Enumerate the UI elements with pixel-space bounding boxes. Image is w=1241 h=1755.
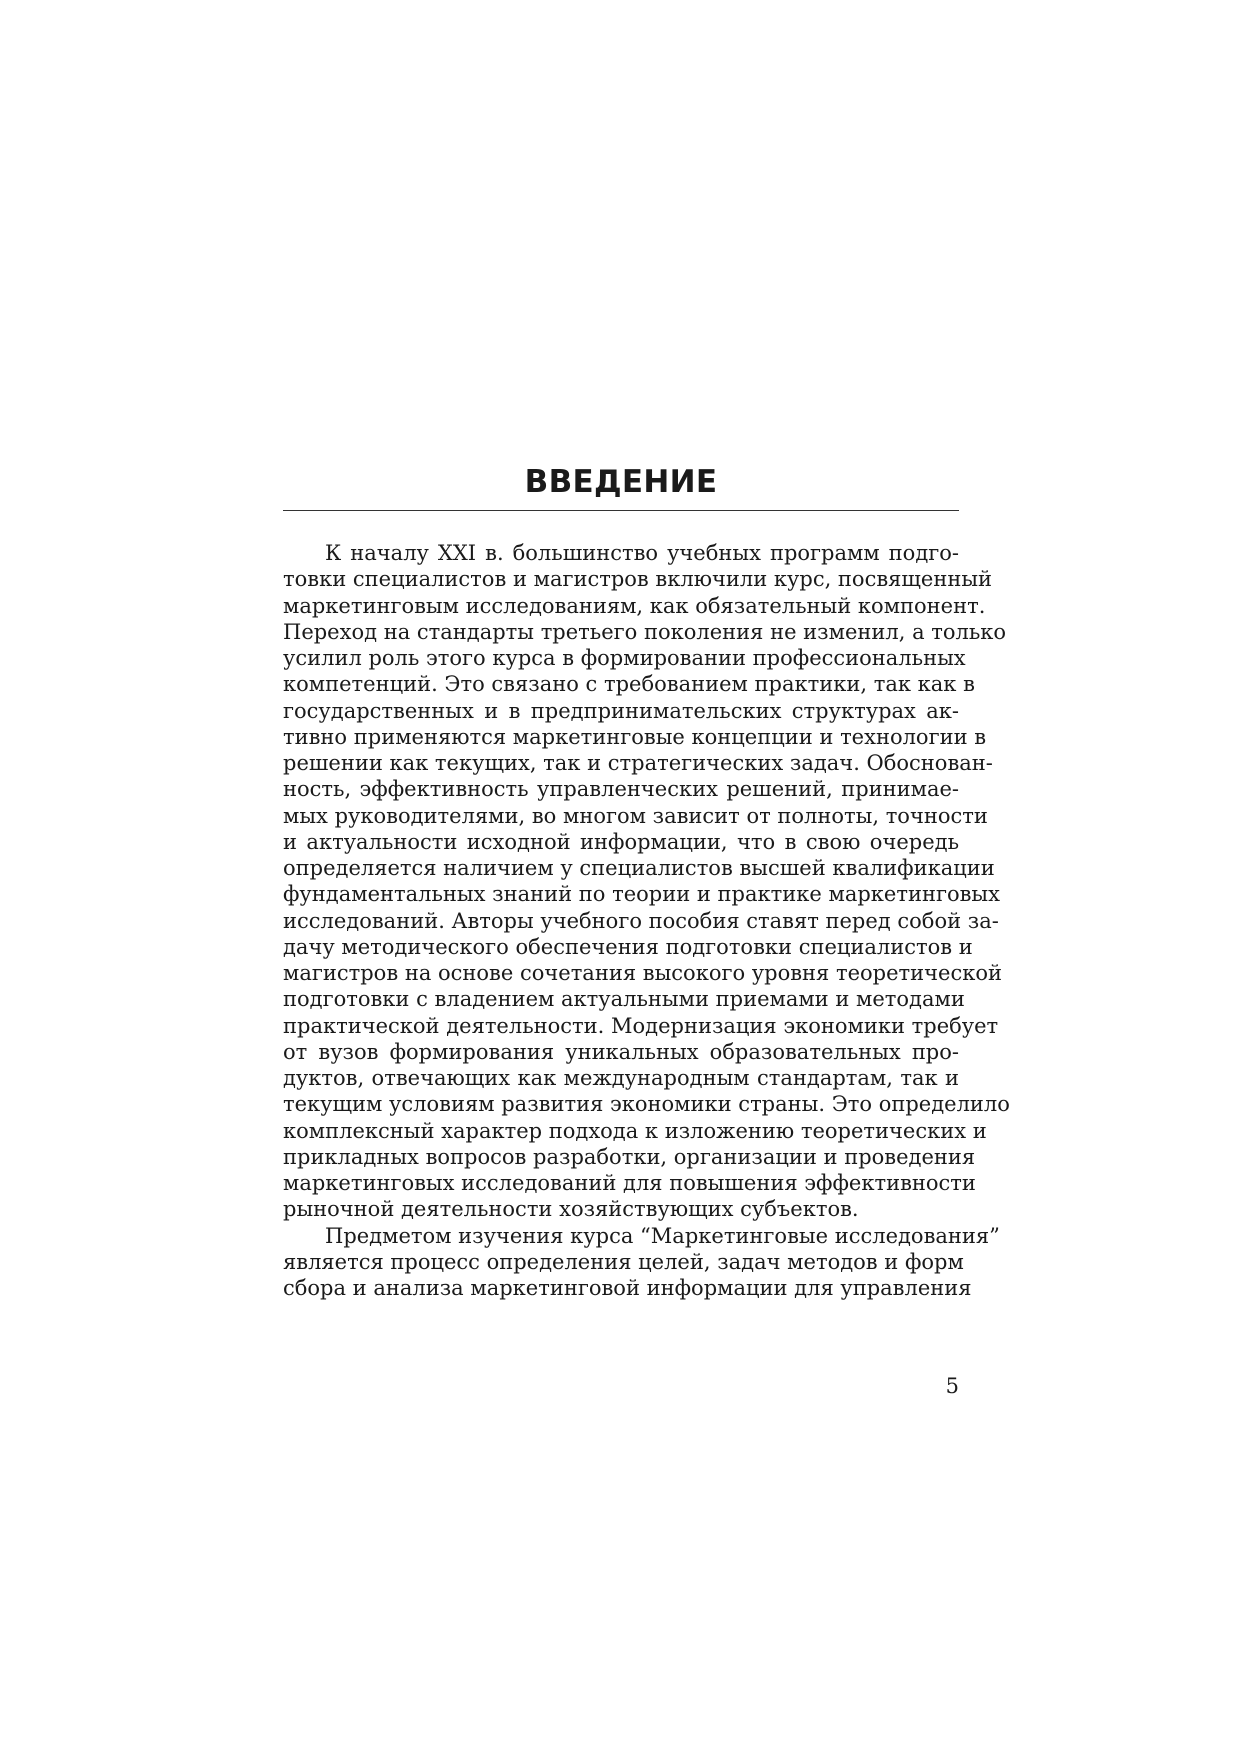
text-line: Предметом изучения курса “Маркетинговые исследования” bbox=[325, 1223, 1000, 1248]
text-line: маркетинговым исследованиям, как обязательный компонент. bbox=[283, 593, 986, 618]
text-line: является процесс определения целей, задач методов и форм bbox=[283, 1249, 964, 1274]
text-line: компетенций. Это связано с требованием практики, так как в bbox=[283, 672, 975, 697]
paragraph-2 bbox=[283, 1223, 1000, 1302]
text-line: товки специалистов и магистров включили курс, посвященный bbox=[283, 567, 993, 592]
text-line: мых руководителями, во многом зависит от полноты, точности bbox=[283, 803, 988, 828]
text-line: усилил роль этого курса в формировании профессиональных bbox=[283, 646, 966, 670]
text-line: магистров на основе сочетания высокого уровня теоретической bbox=[283, 961, 1002, 985]
text-line: К началу XXI в. большинство учебных программ подго- bbox=[325, 541, 959, 565]
text-line: дачу методического обеспечения подготовки специалистов и bbox=[283, 934, 973, 959]
text-line: сбора и анализа маркетинговой информации для управления bbox=[283, 1276, 972, 1300]
text-line: комплексный характер подхода к изложению теоретических и bbox=[283, 1118, 987, 1143]
body-text bbox=[283, 540, 1010, 1301]
text-line: исследований. Авторы учебного пособия ставят перед собой за- bbox=[283, 908, 999, 933]
chapter-title: ВВЕДЕНИЕ bbox=[524, 464, 718, 500]
text-line: от вузов формирования уникальных образовательных про- bbox=[283, 1039, 959, 1064]
title-underline bbox=[283, 510, 959, 511]
text-line: Переход на стандарты третьего поколения не изменил, а только bbox=[283, 619, 1007, 644]
text-line: и актуальности исходной информации, что в свою очередь bbox=[283, 829, 959, 854]
text-line: текущим условиям развития экономики страны. Это определило bbox=[283, 1092, 1010, 1117]
text-line: прикладных вопросов разработки, организации и проведения bbox=[283, 1144, 976, 1169]
text-line: определяется наличием у специалистов высшей квалификации bbox=[283, 856, 995, 880]
text-line: тивно применяются маркетинговые концепции и технологии в bbox=[283, 724, 987, 749]
page-number: 5 bbox=[945, 1374, 959, 1398]
text-line: практической деятельности. Модернизация экономики требует bbox=[283, 1013, 999, 1038]
text-line: дуктов, отвечающих как международным стандартам, так и bbox=[283, 1066, 959, 1090]
text-line: рыночной деятельности хозяйствующих субъектов. bbox=[283, 1197, 859, 1222]
text-line: решении как текущих, так и стратегических задач. Обоснован- bbox=[283, 751, 993, 775]
text-line: маркетинговых исследований для повышения эффективности bbox=[283, 1171, 976, 1195]
paragraph-1 bbox=[283, 540, 1010, 1223]
text-line: государственных и в предпринимательских структурах ак- bbox=[283, 698, 959, 723]
text-line: подготовки с владением актуальными приемами и методами bbox=[283, 987, 965, 1012]
text-line: фундаментальных знаний по теории и практике маркетинговых bbox=[283, 882, 1000, 907]
text-line: ность, эффективность управленческих решений, принимае- bbox=[283, 777, 959, 802]
